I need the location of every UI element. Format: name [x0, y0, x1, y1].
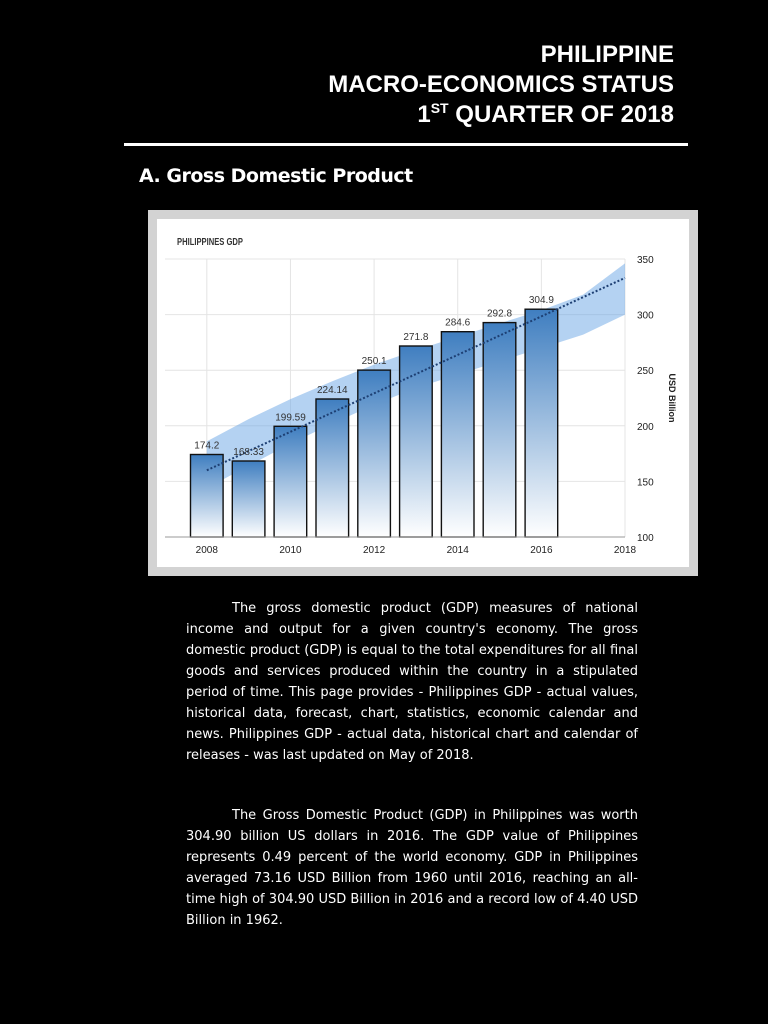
chart-panel [157, 219, 689, 567]
bar-2016 [525, 309, 558, 537]
value-label-2009: 168.33 [233, 447, 264, 458]
y-tick-label-150: 150 [637, 477, 654, 489]
title-line-3-ordinal: ST [430, 100, 449, 116]
bar-2010 [274, 426, 307, 537]
chart-title: PHILIPPINES GDP [177, 237, 244, 248]
x-tick-label-2014: 2014 [446, 545, 469, 556]
bar-2015 [483, 323, 516, 537]
paragraph-gdp-value [186, 805, 638, 931]
y-tick-label-100: 100 [637, 533, 654, 544]
value-label-2008: 174.2 [194, 440, 220, 452]
x-tick-label-2008: 2008 [195, 545, 218, 556]
x-tick-label-2018: 2018 [613, 545, 637, 556]
value-label-2010: 199.59 [275, 412, 306, 424]
document-title [114, 40, 674, 130]
x-tick-label-2016: 2016 [530, 545, 553, 556]
y-axis-label: USD Billion [667, 373, 677, 423]
bar-2009 [232, 461, 265, 537]
x-tick-label-2010: 2010 [279, 545, 302, 556]
value-label-2015: 292.8 [486, 308, 513, 320]
title-line-3 [114, 100, 674, 130]
paragraph-1-text: The gross domestic product (GDP) measures of national income and output for a given country's economy. The gross domestic product (GDP) is equal to the total expenditures for all final goods and services produced within the country in a stipulated period of time. This page provides - Philippines GDP - actual values, historical data, forecast, chart, statistics, economic calendar and news. Philippines GDP - actual data, historical chart and calendar of releases - was last updated on May of 2018. [186, 601, 638, 763]
bar-2011 [316, 399, 349, 537]
y-tick-label-300: 300 [637, 310, 654, 322]
y-tick-label-350: 350 [637, 255, 654, 266]
title-divider [124, 143, 688, 146]
paragraph-gdp-definition [186, 598, 638, 766]
bar-2012 [358, 370, 391, 537]
x-tick-label-2012: 2012 [362, 545, 386, 556]
bar-2008 [191, 455, 224, 538]
value-label-2013: 271.8 [403, 332, 429, 343]
section-heading: A. Gross Domestic Product [139, 165, 413, 187]
chart-frame [148, 210, 698, 576]
value-label-2011: 224.14 [317, 385, 348, 396]
title-line-3-text: QUARTER OF 2018 [448, 101, 674, 128]
value-label-2012: 250.1 [361, 356, 387, 368]
value-label-2016: 304.9 [528, 295, 554, 307]
y-tick-label-250: 250 [637, 366, 654, 378]
gdp-chart [157, 219, 689, 567]
title-line-3-number: 1 [417, 101, 431, 128]
y-tick-label-200: 200 [637, 421, 654, 433]
value-label-2014: 284.6 [445, 317, 471, 329]
title-line-2: MACRO-ECONOMICS STATUS [328, 71, 674, 98]
title-line-1: PHILIPPINE [540, 41, 674, 68]
bar-2014 [441, 332, 474, 537]
paragraph-2-text: The Gross Domestic Product (GDP) in Philippines was worth 304.90 billion US dollars in 2016. The GDP value of Philippines represents 0.49 percent of the world economy. GDP in Philippines averaged 73.16 USD Billion from 1960 until 2016, reaching an all-time high of 304.90 USD Billion in 2016 and a record low of 4.40 USD Billion in 1962. [186, 808, 638, 928]
